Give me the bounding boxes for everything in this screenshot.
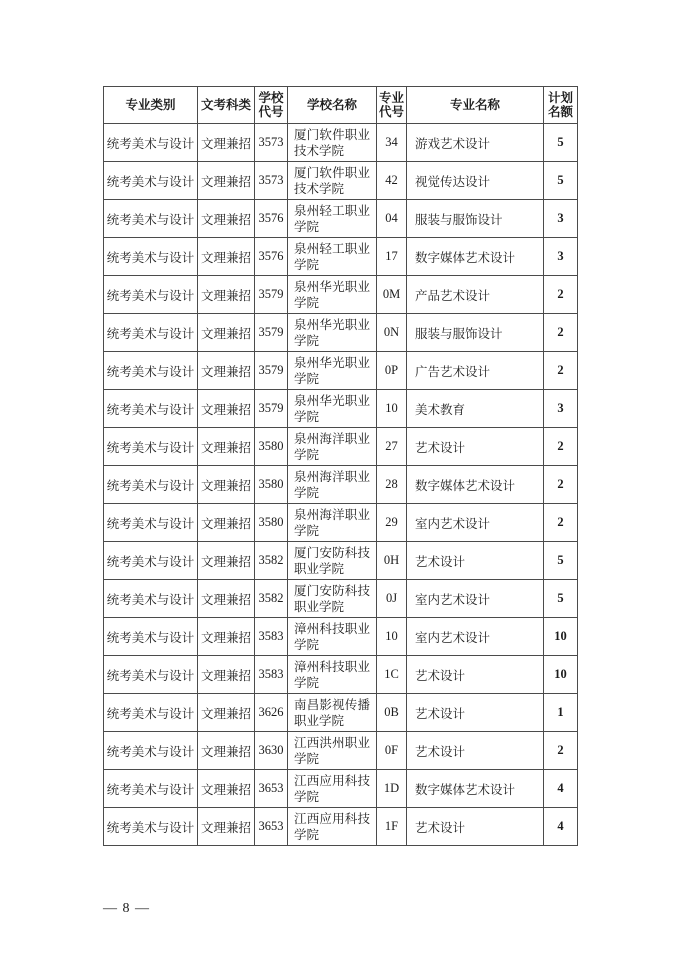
cell-school-code: 3580	[255, 504, 288, 542]
cell-major-category: 统考美术与设计	[104, 162, 198, 200]
cell-school-name: 泉州海洋职业学院	[288, 466, 377, 504]
cell-quota: 5	[544, 580, 578, 618]
cell-school-code: 3653	[255, 770, 288, 808]
cell-major-code: 0N	[377, 314, 407, 352]
cell-major-code: 0J	[377, 580, 407, 618]
cell-school-name: 泉州海洋职业学院	[288, 428, 377, 466]
cell-quota: 2	[544, 466, 578, 504]
cell-exam-type: 文理兼招	[198, 352, 255, 390]
cell-school-name: 江西应用科技学院	[288, 770, 377, 808]
cell-exam-type: 文理兼招	[198, 656, 255, 694]
cell-school-name: 南昌影视传播职业学院	[288, 694, 377, 732]
cell-major-category: 统考美术与设计	[104, 808, 198, 846]
cell-exam-type: 文理兼招	[198, 124, 255, 162]
table-header-row	[104, 87, 578, 124]
cell-major-name: 数字媒体艺术设计	[407, 238, 544, 276]
cell-quota: 10	[544, 618, 578, 656]
header-major-name: 专业名称	[407, 87, 544, 124]
cell-major-name: 视觉传达设计	[407, 162, 544, 200]
header-major-code: 专业代号	[377, 87, 407, 124]
cell-quota: 1	[544, 694, 578, 732]
table-row	[104, 732, 578, 770]
cell-school-code: 3576	[255, 238, 288, 276]
cell-school-code: 3579	[255, 314, 288, 352]
cell-major-name: 游戏艺术设计	[407, 124, 544, 162]
table-row	[104, 770, 578, 808]
cell-major-category: 统考美术与设计	[104, 618, 198, 656]
cell-school-name: 厦门安防科技职业学院	[288, 580, 377, 618]
cell-major-category: 统考美术与设计	[104, 732, 198, 770]
cell-quota: 4	[544, 770, 578, 808]
cell-school-code: 3630	[255, 732, 288, 770]
cell-quota: 2	[544, 428, 578, 466]
cell-major-name: 室内艺术设计	[407, 580, 544, 618]
cell-school-name: 泉州海洋职业学院	[288, 504, 377, 542]
cell-major-category: 统考美术与设计	[104, 314, 198, 352]
cell-school-code: 3580	[255, 428, 288, 466]
cell-school-name: 江西应用科技学院	[288, 808, 377, 846]
cell-major-code: 17	[377, 238, 407, 276]
cell-quota: 5	[544, 162, 578, 200]
cell-quota: 5	[544, 542, 578, 580]
enrollment-plan-table	[103, 86, 578, 846]
cell-school-code: 3573	[255, 124, 288, 162]
cell-major-code: 04	[377, 200, 407, 238]
cell-school-name: 泉州轻工职业学院	[288, 238, 377, 276]
cell-major-category: 统考美术与设计	[104, 580, 198, 618]
cell-school-name: 泉州轻工职业学院	[288, 200, 377, 238]
table-row	[104, 124, 578, 162]
cell-quota: 2	[544, 352, 578, 390]
cell-school-code: 3582	[255, 542, 288, 580]
cell-exam-type: 文理兼招	[198, 770, 255, 808]
table-body	[104, 124, 578, 846]
cell-major-code: 28	[377, 466, 407, 504]
cell-quota: 2	[544, 314, 578, 352]
table-row	[104, 428, 578, 466]
header-school-name: 学校名称	[288, 87, 377, 124]
table-row	[104, 238, 578, 276]
table-row	[104, 808, 578, 846]
cell-quota: 2	[544, 732, 578, 770]
cell-major-name: 艺术设计	[407, 656, 544, 694]
cell-exam-type: 文理兼招	[198, 466, 255, 504]
cell-major-code: 10	[377, 390, 407, 428]
cell-major-category: 统考美术与设计	[104, 428, 198, 466]
header-major-category: 专业类别	[104, 87, 198, 124]
table-row	[104, 390, 578, 428]
table-row	[104, 656, 578, 694]
cell-quota: 2	[544, 276, 578, 314]
cell-major-name: 美术教育	[407, 390, 544, 428]
cell-major-category: 统考美术与设计	[104, 390, 198, 428]
table-row	[104, 162, 578, 200]
cell-exam-type: 文理兼招	[198, 390, 255, 428]
cell-major-category: 统考美术与设计	[104, 542, 198, 580]
cell-school-code: 3582	[255, 580, 288, 618]
table-row	[104, 314, 578, 352]
table-row	[104, 352, 578, 390]
table-row	[104, 200, 578, 238]
cell-school-code: 3583	[255, 618, 288, 656]
cell-major-category: 统考美术与设计	[104, 352, 198, 390]
cell-school-name: 厦门软件职业技术学院	[288, 124, 377, 162]
cell-major-category: 统考美术与设计	[104, 770, 198, 808]
cell-exam-type: 文理兼招	[198, 200, 255, 238]
cell-major-name: 艺术设计	[407, 732, 544, 770]
cell-school-name: 漳州科技职业学院	[288, 656, 377, 694]
cell-school-name: 泉州华光职业学院	[288, 352, 377, 390]
cell-exam-type: 文理兼招	[198, 276, 255, 314]
header-quota: 计划名额	[544, 87, 578, 124]
table-row	[104, 694, 578, 732]
cell-exam-type: 文理兼招	[198, 618, 255, 656]
cell-major-code: 0M	[377, 276, 407, 314]
cell-exam-type: 文理兼招	[198, 428, 255, 466]
cell-major-category: 统考美术与设计	[104, 694, 198, 732]
cell-school-name: 泉州华光职业学院	[288, 276, 377, 314]
cell-school-code: 3653	[255, 808, 288, 846]
cell-exam-type: 文理兼招	[198, 808, 255, 846]
cell-major-category: 统考美术与设计	[104, 238, 198, 276]
cell-major-code: 29	[377, 504, 407, 542]
cell-school-name: 泉州华光职业学院	[288, 390, 377, 428]
table-row	[104, 580, 578, 618]
cell-quota: 4	[544, 808, 578, 846]
table-row	[104, 276, 578, 314]
cell-major-category: 统考美术与设计	[104, 200, 198, 238]
table-row	[104, 466, 578, 504]
cell-school-code: 3580	[255, 466, 288, 504]
cell-exam-type: 文理兼招	[198, 580, 255, 618]
cell-major-category: 统考美术与设计	[104, 656, 198, 694]
cell-school-name: 江西洪州职业学院	[288, 732, 377, 770]
cell-major-category: 统考美术与设计	[104, 276, 198, 314]
cell-school-name: 漳州科技职业学院	[288, 618, 377, 656]
cell-major-name: 数字媒体艺术设计	[407, 770, 544, 808]
cell-school-name: 泉州华光职业学院	[288, 314, 377, 352]
cell-exam-type: 文理兼招	[198, 694, 255, 732]
cell-major-category: 统考美术与设计	[104, 466, 198, 504]
cell-school-code: 3579	[255, 390, 288, 428]
cell-major-name: 产品艺术设计	[407, 276, 544, 314]
cell-major-name: 艺术设计	[407, 542, 544, 580]
cell-major-name: 室内艺术设计	[407, 618, 544, 656]
cell-major-name: 艺术设计	[407, 428, 544, 466]
cell-school-code: 3583	[255, 656, 288, 694]
table-row	[104, 542, 578, 580]
cell-major-name: 广告艺术设计	[407, 352, 544, 390]
cell-school-code: 3626	[255, 694, 288, 732]
cell-major-code: 10	[377, 618, 407, 656]
cell-major-name: 艺术设计	[407, 808, 544, 846]
header-school-code: 学校代号	[255, 87, 288, 124]
cell-school-name: 厦门软件职业技术学院	[288, 162, 377, 200]
table-row	[104, 618, 578, 656]
cell-exam-type: 文理兼招	[198, 162, 255, 200]
cell-school-name: 厦门安防科技职业学院	[288, 542, 377, 580]
cell-major-category: 统考美术与设计	[104, 504, 198, 542]
cell-major-code: 42	[377, 162, 407, 200]
cell-quota: 10	[544, 656, 578, 694]
cell-major-name: 数字媒体艺术设计	[407, 466, 544, 504]
cell-major-code: 1C	[377, 656, 407, 694]
cell-quota: 2	[544, 504, 578, 542]
cell-quota: 3	[544, 200, 578, 238]
cell-major-code: 27	[377, 428, 407, 466]
cell-major-name: 服装与服饰设计	[407, 200, 544, 238]
cell-exam-type: 文理兼招	[198, 314, 255, 352]
cell-quota: 3	[544, 238, 578, 276]
cell-major-code: 1F	[377, 808, 407, 846]
cell-exam-type: 文理兼招	[198, 504, 255, 542]
cell-major-code: 34	[377, 124, 407, 162]
cell-major-code: 0B	[377, 694, 407, 732]
cell-major-name: 室内艺术设计	[407, 504, 544, 542]
header-exam-type: 文考科类	[198, 87, 255, 124]
cell-school-code: 3576	[255, 200, 288, 238]
page-number: — 8 —	[103, 901, 150, 916]
cell-school-code: 3573	[255, 162, 288, 200]
cell-school-code: 3579	[255, 352, 288, 390]
cell-major-name: 服装与服饰设计	[407, 314, 544, 352]
cell-major-name: 艺术设计	[407, 694, 544, 732]
cell-major-code: 0P	[377, 352, 407, 390]
cell-exam-type: 文理兼招	[198, 732, 255, 770]
table-row	[104, 504, 578, 542]
cell-major-code: 0F	[377, 732, 407, 770]
cell-exam-type: 文理兼招	[198, 238, 255, 276]
cell-exam-type: 文理兼招	[198, 542, 255, 580]
cell-major-code: 1D	[377, 770, 407, 808]
cell-quota: 5	[544, 124, 578, 162]
cell-quota: 3	[544, 390, 578, 428]
cell-school-code: 3579	[255, 276, 288, 314]
cell-major-code: 0H	[377, 542, 407, 580]
cell-major-category: 统考美术与设计	[104, 124, 198, 162]
